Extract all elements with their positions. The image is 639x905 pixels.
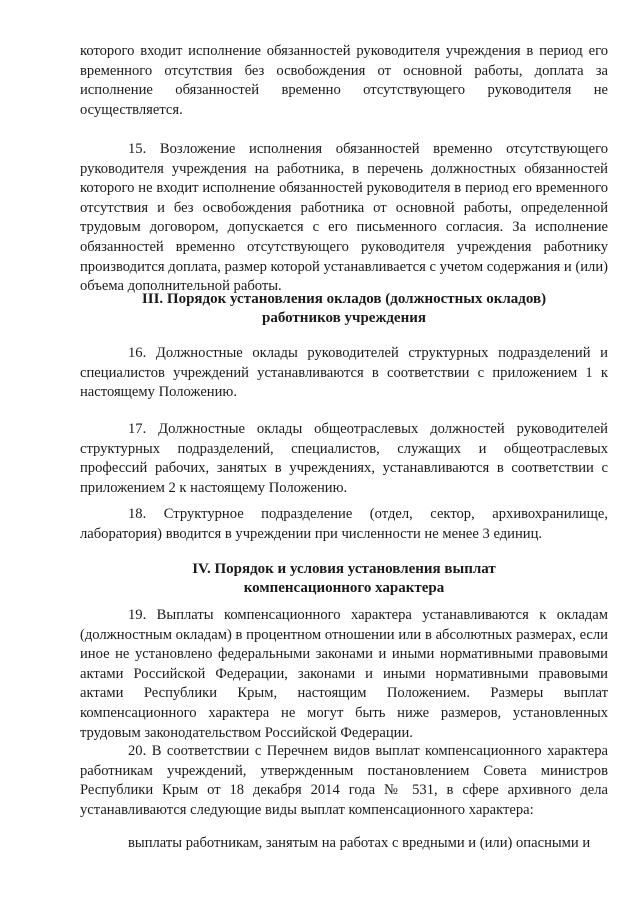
section-3-heading-line-1: III. Порядок установления окладов (должностных окладов) [141, 291, 547, 307]
section-3-heading [80, 290, 608, 328]
paragraph-continuation: которого входит исполнение обязанностей руководителя учреждения в период его временного отсутствия без освобождения от основной работы, доплата за исполнение обязанностей временно отсутствующего руководителя не осуществляется. [80, 43, 608, 118]
paragraph-19: 19. Выплаты компенсационного характера устанавливаются к окладам (должностным окладам) в процентном отношении или в абсолютных размерах, если иное не установлено федеральными законами и иными нормативными правовыми актами Российской Федерации, законами и иными нормативными правовыми актами Республики Крым, настоящим Положением. Размеры выплат компенсационного характера не могут быть ниже размеров, установленных трудовым законодательством Российской Федерации. [80, 607, 608, 741]
section-4-heading-line-1: IV. Порядок и условия установления выплат [192, 561, 496, 577]
paragraph-last-fragment: выплаты работникам, занятым на работах с вредными и (или) опасными и [128, 835, 591, 851]
paragraph-18: 18. Структурное подразделение (отдел, сектор, архивохранилище, лаборатория) вводится в учреждении при численности не менее 3 единиц. [80, 506, 608, 542]
section-3-heading-line-2: работников учреждения [261, 310, 426, 326]
section-4-heading-line-2: компенсационного характера [243, 580, 445, 596]
paragraph-15: 15. Возложение исполнения обязанностей временно отсутствующего руководителя учреждения на работника, в перечень должностных обязанностей которого не входит исполнение обязанностей руководителя в период его временного отсутствия и без освобождения работника от основной работы, определенной трудовым договором, допускается с его письменного согласия. За исполнение обязанностей временно отсутствующего руководителя учреждения работнику производится доплата, размер которой устанавливается с учетом содержания и (или) объема дополнительной работы. [80, 141, 608, 295]
section-4-heading [80, 560, 608, 598]
paragraph-17: 17. Должностные оклады общеотраслевых должностей руководителей структурных подразделений, специалистов, служащих и общеотраслевых профессий рабочих, занятых в учреждениях, устанавливаются в соответствии с приложением 2 к настоящему Положению. [80, 421, 608, 496]
paragraph-16: 16. Должностные оклады руководителей структурных подразделений и специалистов учреждений устанавливаются в соответствии с приложением 1 к настоящему Положению. [80, 345, 608, 401]
paragraph-20: 20. В соответствии с Перечнем видов выплат компенсационного характера работникам учреждений, утвержденным постановлением Совета министров Республики Крым от 18 декабря 2014 года № 531, в сфере архивного дела устанавливаются следующие виды выплат компенсационного характера: [80, 743, 608, 818]
